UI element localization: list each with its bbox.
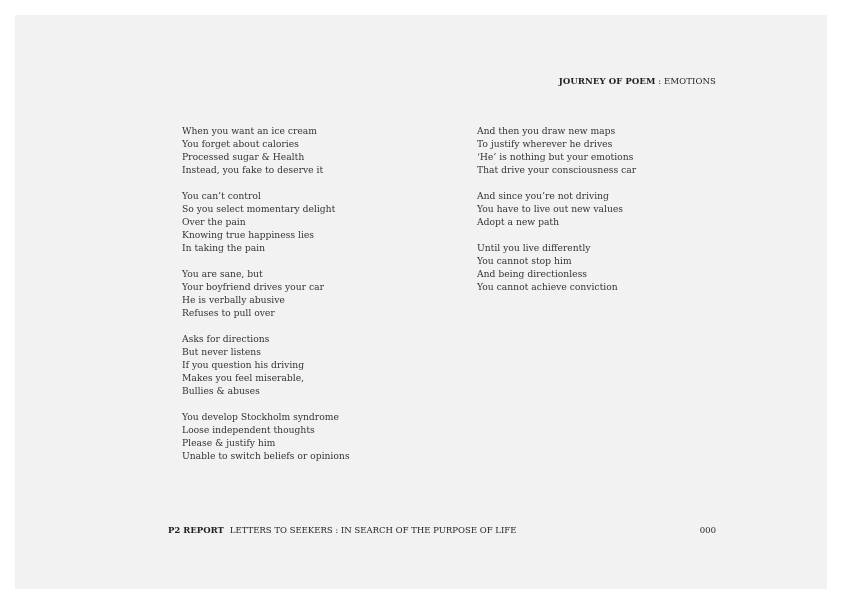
poem-line: You are sane, but — [182, 269, 263, 280]
poem-line: And since you’re not driving — [477, 191, 609, 202]
poem-stanza — [182, 411, 350, 463]
poem-line: That drive your consciousness car — [477, 165, 637, 176]
poem-line: If you question his driving — [182, 360, 305, 371]
poem-line: Knowing true happiness lies — [182, 230, 315, 241]
poem-line: When you want an ice cream — [182, 126, 317, 137]
poem-line: You develop Stockholm syndrome — [182, 412, 339, 423]
poem-line: Over the pain — [182, 217, 246, 228]
header-title-rest: : EMOTIONS — [655, 77, 716, 87]
poem-line: You have to live out new values — [477, 204, 624, 215]
poem-line: Instead, you fake to deserve it — [182, 165, 324, 176]
poem-line: Loose independent thoughts — [182, 425, 315, 436]
poem-line: Adopt a new path — [477, 217, 560, 228]
header-title-bold: JOURNEY OF POEM — [558, 77, 656, 87]
page-header — [559, 77, 716, 87]
page-number: 000 — [699, 526, 716, 536]
poem-line: So you select momentary delight — [182, 204, 336, 215]
poem-line: Bullies & abuses — [182, 386, 260, 397]
poem-stanza — [182, 333, 350, 398]
poem-line: You cannot stop him — [477, 256, 572, 267]
poem-line: And then you draw new maps — [477, 126, 616, 137]
poem-stanza — [182, 125, 350, 177]
poem-line: Until you live differently — [477, 243, 591, 254]
poem-line: In taking the pain — [182, 243, 266, 254]
poem-line: But never listens — [182, 347, 261, 358]
poem-line: And being directionless — [477, 269, 588, 280]
poem-line: ‘He’ is nothing but your emotions — [477, 152, 634, 163]
poem-line: Please & justify him — [182, 438, 276, 449]
document-page — [15, 15, 827, 589]
poem-line: To justify wherever he drives — [477, 139, 613, 150]
poem-stanza — [477, 125, 636, 177]
poem-stanza — [477, 242, 636, 294]
footer-book-title: LETTERS TO SEEKERS : IN SEARCH OF THE PURPOSE OF LIFE — [229, 526, 517, 536]
poem-line: Processed sugar & Health — [182, 152, 305, 163]
poem-column-right — [477, 125, 636, 307]
poem-line: You can’t control — [182, 191, 261, 202]
poem-line: Your boyfriend drives your car — [182, 282, 324, 293]
poem-stanza — [182, 268, 350, 320]
poem-line: Unable to switch beliefs or opinions — [182, 451, 350, 462]
poem-stanza — [182, 190, 350, 255]
poem-stanza — [477, 190, 636, 229]
poem-line: He is verbally abusive — [182, 295, 285, 306]
poem-line: Makes you feel miserable, — [182, 373, 305, 384]
poem-line: You cannot achieve conviction — [477, 282, 618, 293]
poem-line: You forget about calories — [182, 139, 299, 150]
page-footer — [168, 526, 516, 536]
footer-report-label: P2 REPORT — [168, 526, 224, 536]
poem-line: Asks for directions — [182, 334, 270, 345]
poem-line: Refuses to pull over — [182, 308, 275, 319]
poem-column-left — [182, 125, 350, 476]
